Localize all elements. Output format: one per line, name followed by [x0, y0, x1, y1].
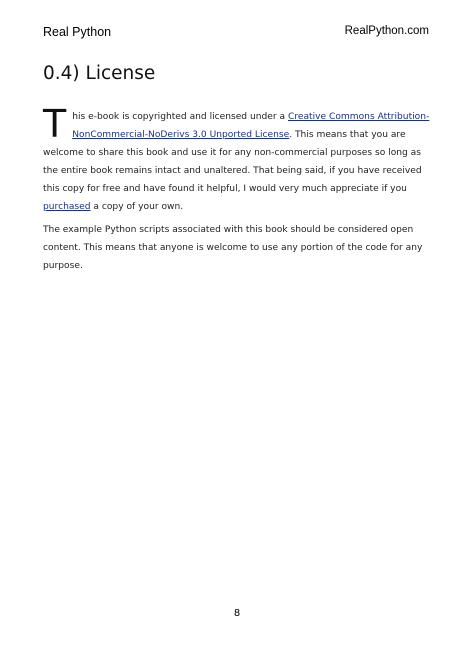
- page-number: 8: [233, 608, 241, 619]
- purchased-link[interactable]: purchased: [43, 202, 91, 212]
- section-title: 0.4) License: [43, 63, 156, 84]
- running-header-right: RealPython.com: [344, 25, 429, 37]
- document-body: [43, 102, 431, 280]
- license-paragraph: [43, 102, 431, 216]
- drop-cap-letter: T: [43, 102, 67, 146]
- license-text-part-c: a copy of your own.: [90, 202, 184, 212]
- running-header-left: Real Python: [43, 25, 112, 39]
- scripts-paragraph: The example Python scripts associated with this book should be considered open content. This means that anyone is welcome to use any portion of the code for any purpose.: [43, 225, 423, 271]
- creative-commons-license-link[interactable]: Creative Commons Attribution-NonCommercial-NoDerivs 3.0 Unported License: [72, 112, 430, 140]
- license-text-part-a: his e-book is copyrighted and licensed under a: [72, 112, 288, 122]
- license-text-part-b: . This means that you are welcome to share this book and use it for any non-commercial purposes so long as the entire book remains intact and unaltered. That being said, if you have received this copy for free and have found it helpful, I would very much appreciate if you: [43, 130, 422, 194]
